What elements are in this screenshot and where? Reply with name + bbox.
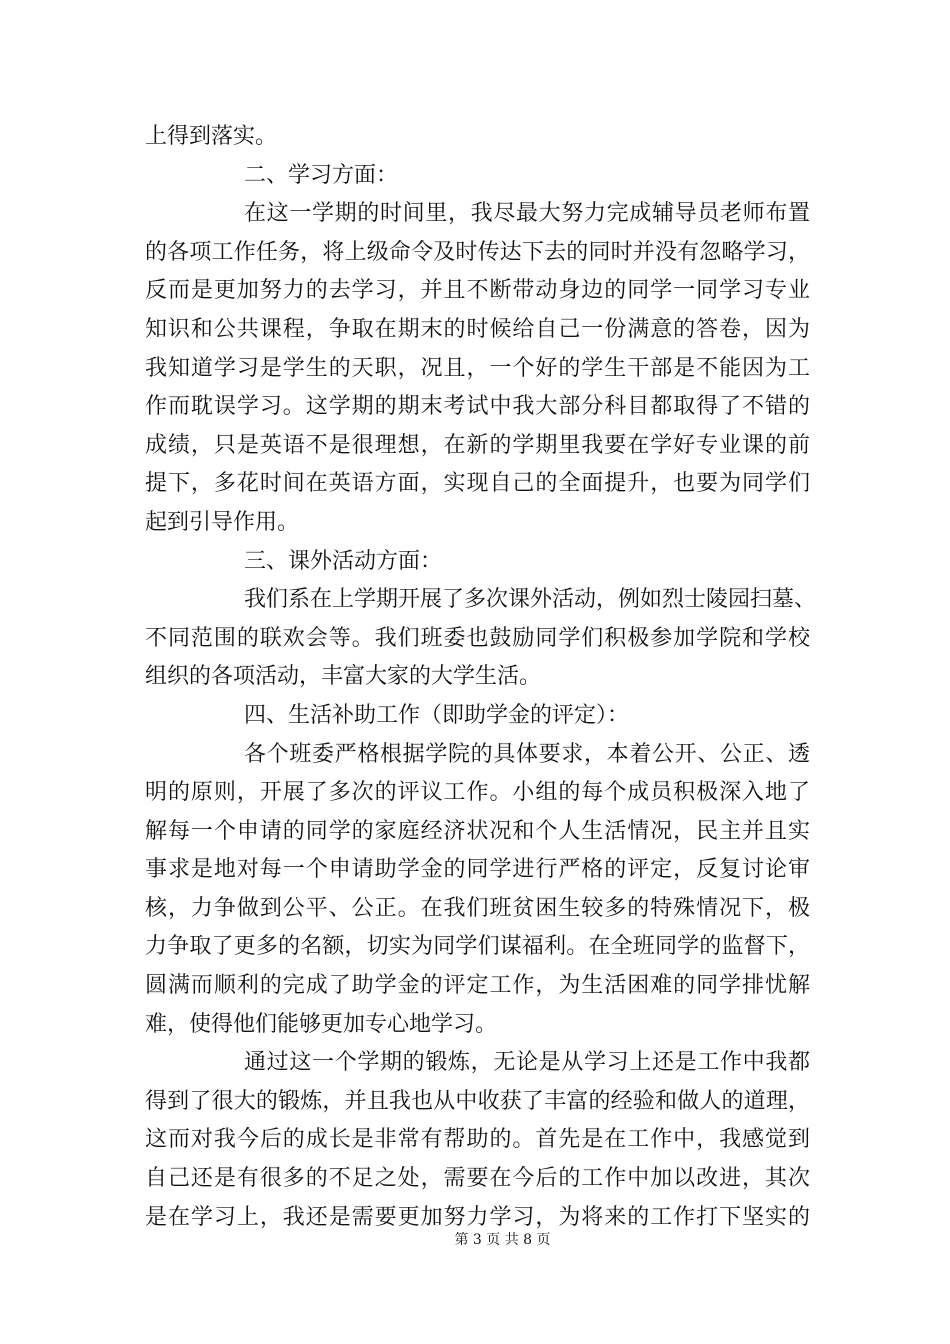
text-line: 得到了很大的锻炼，并且我也从中收获了丰富的经验和做人的道理， <box>145 1088 810 1114</box>
text-line: 力争取了更多的名额，切实为同学们谋福利。在全班同学的监督下， <box>145 934 810 960</box>
text-line: 三、课外活动方面： <box>244 548 443 574</box>
text-line: 解每一个申请的同学的家庭经济状况和个人生活情况，民主并且实 <box>145 818 810 844</box>
text-line: 成绩，只是英语不是很理想，在新的学期里我要在学好专业课的前 <box>145 432 810 458</box>
document-body <box>145 118 817 1237</box>
text-line: 是在学习上，我还是需要更加努力学习，为将来的工作打下坚实的 <box>145 1204 810 1230</box>
text-line: 明的原则，开展了多次的评议工作。小组的每个成员积极深入地了 <box>145 780 810 806</box>
text-line: 事求是地对每一个申请助学金的同学进行严格的评定，反复讨论审 <box>145 857 810 883</box>
text-line: 我知道学习是学生的天职，况且，一个好的学生干部是不能因为工 <box>145 355 810 381</box>
text-line: 作而耽误学习。这学期的期末考试中我大部分科目都取得了不错的 <box>145 394 810 420</box>
text-line: 组织的各项活动，丰富大家的大学生活。 <box>145 664 542 690</box>
text-line: 提下，多花时间在英语方面，实现自己的全面提升，也要为同学们 <box>145 471 810 497</box>
text-line: 在这一学期的时间里，我尽最大努力完成辅导员老师布置 <box>244 201 810 227</box>
text-line: 我们系在上学期开展了多次课外活动，例如烈士陵园扫墓、 <box>244 587 817 613</box>
text-line: 不同范围的联欢会等。我们班委也鼓励同学们积极参加学院和学校 <box>145 625 810 651</box>
text-line: 通过这一个学期的锻炼，无论是从学习上还是工作中我都 <box>244 1050 810 1076</box>
text-line: 自己还是有很多的不足之处，需要在今后的工作中加以改进，其次 <box>145 1166 810 1192</box>
text-line: 各个班委严格根据学院的具体要求，本着公开、公正、透 <box>244 741 810 767</box>
text-line: 反而是更加努力的去学习，并且不断带动身边的同学一同学习专业 <box>145 278 810 304</box>
text-line: 四、生活补助工作（即助学金的评定）： <box>244 702 630 728</box>
text-line: 圆满而顺利的完成了助学金的评定工作，为生活困难的同学排忧解 <box>145 973 810 999</box>
text-line: 这而对我今后的成长是非常有帮助的。首先是在工作中，我感觉到 <box>145 1127 810 1153</box>
text-line: 难，使得他们能够更加专心地学习。 <box>145 1011 498 1037</box>
text-line: 二、学习方面： <box>244 162 399 188</box>
text-line: 的各项工作任务，将上级命令及时传达下去的同时并没有忽略学习， <box>145 239 810 265</box>
text-line: 知识和公共课程，争取在期末的时候给自己一份满意的答卷，因为 <box>145 316 810 342</box>
page-number-footer: 第 3 页 共 8 页 <box>454 1232 551 1248</box>
text-line: 上得到落实。 <box>145 124 278 149</box>
text-line: 起到引导作用。 <box>145 509 300 535</box>
text-line: 核，力争做到公平、公正。在我们班贫困生较多的特殊情况下，极 <box>145 895 810 921</box>
